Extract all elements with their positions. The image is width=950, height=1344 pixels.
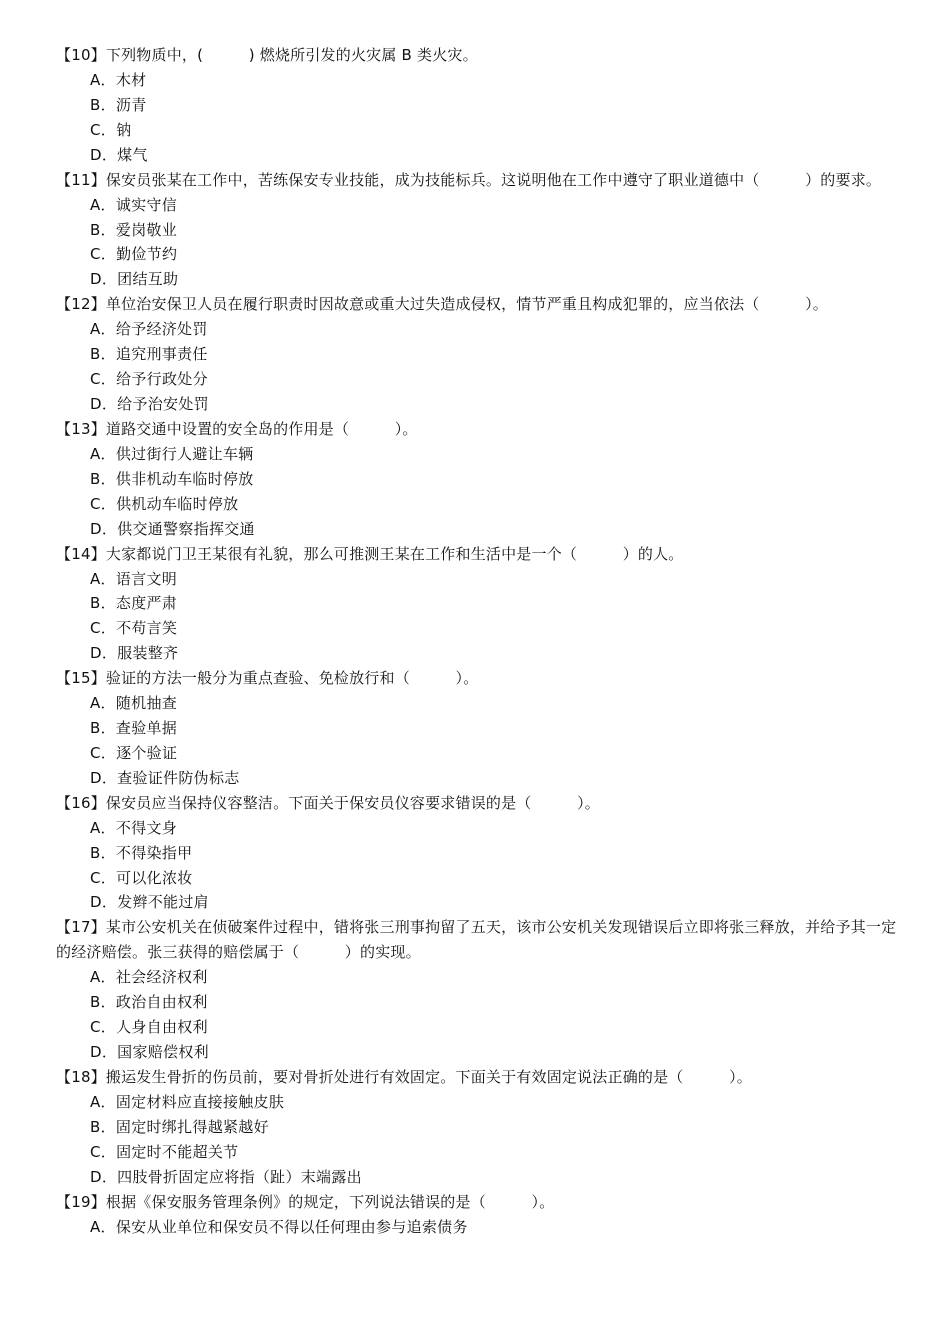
option-list	[56, 68, 908, 168]
question-stem: 【10】下列物质中，( ) 燃烧所引发的火灾属 B 类火灾。	[56, 46, 478, 64]
question-stem: 【19】根据《保安服务管理条例》的规定，下列说法错误的是（ ）。	[56, 1192, 555, 1211]
option-list	[56, 317, 908, 417]
option-list	[56, 567, 908, 667]
option-d: D．发辫不能过肩	[90, 893, 209, 912]
option-a: A．随机抽查	[90, 694, 178, 713]
question-12	[56, 292, 908, 417]
option-d: D．煤气	[90, 145, 148, 164]
option-a: A．诚实守信	[90, 195, 178, 214]
option-c: C．勤俭节约	[90, 245, 178, 264]
question-13	[56, 417, 908, 542]
option-b: B．追究刑事责任	[90, 345, 208, 364]
option-d: D．查验证件防伪标志	[90, 768, 240, 787]
question-18	[56, 1065, 908, 1190]
question-15	[56, 666, 908, 791]
option-c: C．固定时不能超关节	[90, 1142, 239, 1161]
option-list	[56, 691, 908, 791]
option-b: B．态度严肃	[90, 594, 178, 613]
option-c: C．逐个验证	[90, 743, 178, 762]
option-c: C．供机动车临时停放	[90, 494, 239, 513]
option-b: B．供非机动车临时停放	[90, 469, 254, 488]
question-stem: 【17】某市公安机关在侦破案件过程中，错将张三刑事拘留了五天，该市公安机关发现错误后立即将张三释放，并给予其一定的经济赔偿。张三获得的赔偿属于（ ）的实现。	[56, 918, 897, 962]
option-d: D．供交通警察指挥交通	[90, 519, 255, 538]
option-b: B．查验单据	[90, 719, 178, 738]
option-c: C．人身自由权利	[90, 1018, 208, 1037]
option-list	[56, 193, 908, 293]
option-list	[56, 1215, 908, 1240]
option-d: D．国家赔偿权利	[90, 1043, 209, 1062]
question-list	[56, 43, 908, 1240]
option-a: A．给予经济处罚	[90, 320, 208, 339]
question-17	[56, 915, 908, 1065]
option-a: A．木材	[90, 71, 147, 89]
option-c: C．给予行政处分	[90, 370, 208, 389]
question-stem: 【12】单位治安保卫人员在履行职责时因故意或重大过失造成侵权，情节严重且构成犯罪的，应当依法（ ）。	[56, 295, 828, 314]
option-d: D．给予治安处罚	[90, 394, 209, 413]
option-a: A．固定材料应直接接触皮肤	[90, 1093, 285, 1111]
question-stem: 【16】保安员应当保持仪容整洁。下面关于保安员仪容要求错误的是（ ）。	[56, 793, 600, 812]
option-b: B．爱岗敬业	[90, 220, 178, 239]
option-d: D．服装整齐	[90, 644, 179, 663]
option-a: A．不得文身	[90, 818, 178, 837]
option-list	[56, 442, 908, 542]
option-b: B．沥青	[90, 95, 147, 114]
option-b: B．政治自由权利	[90, 993, 208, 1012]
question-stem: 【14】大家都说门卫王某很有礼貌，那么可推测王某在工作和生活中是一个（ ）的人。	[56, 544, 684, 563]
question-10	[56, 43, 908, 168]
option-b: B．不得染指甲	[90, 843, 193, 862]
option-c: C．钠	[90, 120, 132, 139]
question-16	[56, 791, 908, 916]
option-list	[56, 965, 908, 1065]
option-a: A．语言文明	[90, 569, 178, 588]
question-stem: 【15】验证的方法一般分为重点查验、免检放行和（ ）。	[56, 669, 479, 688]
option-list	[56, 816, 908, 916]
question-14	[56, 542, 908, 667]
option-b: B．固定时绑扎得越紧越好	[90, 1117, 269, 1136]
option-a: A．保安从业单位和保安员不得以任何理由参与追索债务	[90, 1217, 468, 1236]
question-11	[56, 168, 908, 293]
question-19	[56, 1190, 908, 1240]
question-stem: 【18】搬运发生骨折的伤员前，要对骨折处进行有效固定。下面关于有效固定说法正确的是（ ）。	[56, 1068, 752, 1086]
option-d: D．团结互助	[90, 270, 179, 289]
question-stem: 【13】道路交通中设置的安全岛的作用是（ ）。	[56, 419, 418, 438]
option-c: C．不苟言笑	[90, 619, 178, 638]
question-stem: 【11】保安员张某在工作中，苦练保安专业技能，成为技能标兵。这说明他在工作中遵守了职业道德中（ ）的要求。	[56, 170, 882, 189]
option-a: A．供过街行人避让车辆	[90, 444, 254, 463]
option-a: A．社会经济权利	[90, 968, 208, 987]
option-c: C．可以化浓妆	[90, 868, 193, 887]
option-list	[56, 1090, 908, 1190]
option-d: D．四肢骨折固定应将指（趾）末端露出	[90, 1167, 362, 1186]
